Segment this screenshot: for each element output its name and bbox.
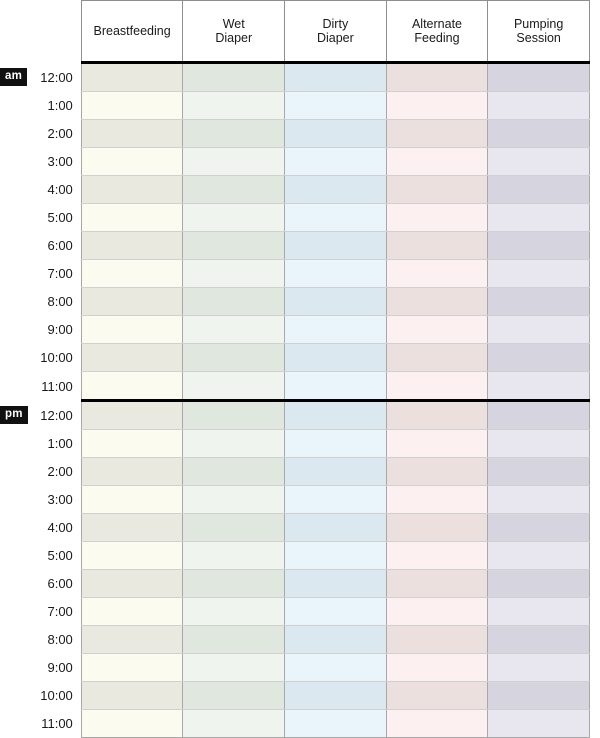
table-body bbox=[0, 63, 590, 738]
time-label: 12:00 bbox=[30, 401, 81, 430]
time-label: 5:00 bbox=[30, 204, 81, 232]
column-header-alternate-feeding-line1: Alternate bbox=[411, 16, 462, 31]
period-cell bbox=[0, 176, 30, 204]
period-cell bbox=[0, 710, 30, 738]
column-header-pumping-session-line1: Pumping bbox=[513, 16, 564, 31]
entry-cell[interactable] bbox=[285, 570, 387, 598]
entry-cell[interactable] bbox=[285, 542, 387, 570]
entry-cell[interactable] bbox=[81, 176, 183, 204]
entry-cell[interactable] bbox=[285, 486, 387, 514]
entry-cell[interactable] bbox=[386, 654, 488, 682]
entry-cell[interactable] bbox=[81, 542, 183, 570]
time-label: 3:00 bbox=[30, 486, 81, 514]
entry-cell[interactable] bbox=[81, 514, 183, 542]
entry-cell[interactable] bbox=[488, 682, 590, 710]
entry-cell[interactable] bbox=[488, 710, 590, 738]
entry-cell[interactable] bbox=[81, 232, 183, 260]
entry-cell[interactable] bbox=[285, 232, 387, 260]
entry-cell[interactable] bbox=[285, 120, 387, 148]
table-row bbox=[0, 598, 590, 626]
entry-cell[interactable] bbox=[285, 372, 387, 401]
period-cell bbox=[0, 654, 30, 682]
time-label: 5:00 bbox=[30, 542, 81, 570]
table-row bbox=[0, 514, 590, 542]
column-header-alternate-feeding bbox=[386, 1, 488, 63]
column-header-pumping-session bbox=[488, 1, 590, 63]
entry-cell[interactable] bbox=[183, 372, 285, 401]
period-cell bbox=[0, 316, 30, 344]
entry-cell[interactable] bbox=[285, 204, 387, 232]
time-label: 8:00 bbox=[30, 626, 81, 654]
table-row bbox=[0, 458, 590, 486]
entry-cell[interactable] bbox=[183, 120, 285, 148]
column-header-alternate-feeding-line2: Feeding bbox=[414, 31, 460, 45]
table-row bbox=[0, 486, 590, 514]
entry-cell[interactable] bbox=[285, 176, 387, 204]
entry-cell[interactable] bbox=[386, 176, 488, 204]
entry-cell[interactable] bbox=[285, 626, 387, 654]
entry-cell[interactable] bbox=[183, 626, 285, 654]
entry-cell[interactable] bbox=[488, 654, 590, 682]
entry-cell[interactable] bbox=[488, 542, 590, 570]
entry-cell[interactable] bbox=[81, 654, 183, 682]
time-label: 1:00 bbox=[30, 430, 81, 458]
table-row bbox=[0, 710, 590, 738]
period-cell bbox=[0, 120, 30, 148]
period-badge-am: am bbox=[0, 68, 27, 86]
entry-cell[interactable] bbox=[285, 288, 387, 316]
time-label: 6:00 bbox=[30, 570, 81, 598]
entry-cell[interactable] bbox=[386, 316, 488, 344]
period-cell bbox=[0, 514, 30, 542]
entry-cell[interactable] bbox=[81, 63, 183, 92]
entry-cell[interactable] bbox=[183, 204, 285, 232]
entry-cell[interactable] bbox=[81, 430, 183, 458]
period-cell bbox=[0, 682, 30, 710]
entry-cell[interactable] bbox=[81, 148, 183, 176]
entry-cell[interactable] bbox=[386, 148, 488, 176]
column-header-breastfeeding-label: Breastfeeding bbox=[93, 23, 171, 38]
entry-cell[interactable] bbox=[81, 401, 183, 430]
time-label: 8:00 bbox=[30, 288, 81, 316]
entry-cell[interactable] bbox=[81, 120, 183, 148]
period-cell bbox=[0, 542, 30, 570]
entry-cell[interactable] bbox=[183, 401, 285, 430]
period-cell bbox=[0, 148, 30, 176]
period-cell bbox=[0, 288, 30, 316]
column-header-pumping-session-line2: Session bbox=[516, 31, 561, 45]
entry-cell[interactable] bbox=[488, 458, 590, 486]
entry-cell[interactable] bbox=[386, 204, 488, 232]
entry-cell[interactable] bbox=[386, 232, 488, 260]
entry-cell[interactable] bbox=[488, 316, 590, 344]
entry-cell[interactable] bbox=[285, 316, 387, 344]
column-header-dirty-diaper-line2: Diaper bbox=[316, 31, 354, 45]
time-label: 4:00 bbox=[30, 514, 81, 542]
entry-cell[interactable] bbox=[386, 486, 488, 514]
time-label: 7:00 bbox=[30, 598, 81, 626]
entry-cell[interactable] bbox=[488, 570, 590, 598]
time-label: 2:00 bbox=[30, 120, 81, 148]
table-row bbox=[0, 260, 590, 288]
entry-cell[interactable] bbox=[183, 288, 285, 316]
entry-cell[interactable] bbox=[81, 204, 183, 232]
entry-cell[interactable] bbox=[81, 598, 183, 626]
entry-cell[interactable] bbox=[488, 372, 590, 401]
entry-cell[interactable] bbox=[285, 430, 387, 458]
entry-cell[interactable] bbox=[386, 430, 488, 458]
entry-cell[interactable] bbox=[488, 148, 590, 176]
entry-cell[interactable] bbox=[81, 486, 183, 514]
entry-cell[interactable] bbox=[183, 92, 285, 120]
table-row bbox=[0, 430, 590, 458]
table-row bbox=[0, 372, 590, 401]
entry-cell[interactable] bbox=[488, 176, 590, 204]
entry-cell[interactable] bbox=[285, 63, 387, 92]
period-cell bbox=[0, 344, 30, 372]
entry-cell[interactable] bbox=[183, 570, 285, 598]
entry-cell[interactable] bbox=[386, 598, 488, 626]
entry-cell[interactable] bbox=[183, 176, 285, 204]
time-label: 3:00 bbox=[30, 148, 81, 176]
entry-cell[interactable] bbox=[488, 514, 590, 542]
time-label: 10:00 bbox=[30, 682, 81, 710]
time-label: 12:00 bbox=[30, 63, 81, 92]
table-row bbox=[0, 570, 590, 598]
entry-cell[interactable] bbox=[285, 458, 387, 486]
period-cell bbox=[0, 486, 30, 514]
time-label: 4:00 bbox=[30, 176, 81, 204]
table-row bbox=[0, 288, 590, 316]
entry-cell[interactable] bbox=[285, 344, 387, 372]
table-row bbox=[0, 204, 590, 232]
entry-cell[interactable] bbox=[386, 260, 488, 288]
period-cell bbox=[0, 260, 30, 288]
entry-cell[interactable] bbox=[285, 401, 387, 430]
entry-cell[interactable] bbox=[81, 626, 183, 654]
entry-cell[interactable] bbox=[488, 120, 590, 148]
entry-cell[interactable] bbox=[386, 710, 488, 738]
entry-cell[interactable] bbox=[386, 344, 488, 372]
period-cell bbox=[0, 626, 30, 654]
entry-cell[interactable] bbox=[285, 598, 387, 626]
entry-cell[interactable] bbox=[183, 682, 285, 710]
period-cell bbox=[0, 372, 30, 401]
entry-cell[interactable] bbox=[285, 92, 387, 120]
time-label: 6:00 bbox=[30, 232, 81, 260]
entry-cell[interactable] bbox=[81, 372, 183, 401]
entry-cell[interactable] bbox=[386, 514, 488, 542]
column-header-dirty-diaper bbox=[285, 1, 387, 63]
entry-cell[interactable] bbox=[183, 344, 285, 372]
entry-cell[interactable] bbox=[285, 654, 387, 682]
entry-cell[interactable] bbox=[488, 232, 590, 260]
entry-cell[interactable] bbox=[183, 430, 285, 458]
entry-cell[interactable] bbox=[488, 486, 590, 514]
table-row bbox=[0, 682, 590, 710]
entry-cell[interactable] bbox=[81, 316, 183, 344]
table-row bbox=[0, 316, 590, 344]
period-cell bbox=[0, 458, 30, 486]
period-cell bbox=[0, 598, 30, 626]
header-ampm-spacer bbox=[0, 1, 30, 63]
entry-cell[interactable] bbox=[386, 570, 488, 598]
entry-cell[interactable] bbox=[81, 682, 183, 710]
entry-cell[interactable] bbox=[81, 570, 183, 598]
entry-cell[interactable] bbox=[386, 120, 488, 148]
header-row bbox=[0, 1, 590, 63]
entry-cell[interactable] bbox=[488, 401, 590, 430]
entry-cell[interactable] bbox=[488, 63, 590, 92]
table-row bbox=[0, 92, 590, 120]
column-header-wet-diaper-line2: Diaper bbox=[215, 31, 253, 45]
entry-cell[interactable] bbox=[488, 430, 590, 458]
table-row bbox=[0, 148, 590, 176]
entry-cell[interactable] bbox=[183, 458, 285, 486]
entry-cell[interactable] bbox=[488, 626, 590, 654]
entry-cell[interactable] bbox=[81, 344, 183, 372]
column-header-breastfeeding bbox=[81, 1, 183, 63]
entry-cell[interactable] bbox=[285, 260, 387, 288]
time-label: 1:00 bbox=[30, 92, 81, 120]
column-header-wet-diaper bbox=[183, 1, 285, 63]
time-label: 7:00 bbox=[30, 260, 81, 288]
entry-cell[interactable] bbox=[183, 232, 285, 260]
entry-cell[interactable] bbox=[488, 288, 590, 316]
period-cell bbox=[0, 401, 30, 430]
header-time-spacer bbox=[30, 1, 81, 63]
entry-cell[interactable] bbox=[285, 514, 387, 542]
entry-cell[interactable] bbox=[488, 204, 590, 232]
time-label: 11:00 bbox=[30, 710, 81, 738]
table-row bbox=[0, 176, 590, 204]
entry-cell[interactable] bbox=[81, 260, 183, 288]
entry-cell[interactable] bbox=[386, 682, 488, 710]
entry-cell[interactable] bbox=[386, 288, 488, 316]
time-label: 9:00 bbox=[30, 316, 81, 344]
entry-cell[interactable] bbox=[183, 710, 285, 738]
entry-cell[interactable] bbox=[81, 458, 183, 486]
period-cell bbox=[0, 430, 30, 458]
entry-cell[interactable] bbox=[183, 63, 285, 92]
entry-cell[interactable] bbox=[183, 148, 285, 176]
table-row bbox=[0, 63, 590, 92]
entry-cell[interactable] bbox=[183, 260, 285, 288]
entry-cell[interactable] bbox=[183, 654, 285, 682]
period-cell bbox=[0, 232, 30, 260]
table-row bbox=[0, 626, 590, 654]
entry-cell[interactable] bbox=[386, 626, 488, 654]
time-label: 2:00 bbox=[30, 458, 81, 486]
time-label: 10:00 bbox=[30, 344, 81, 372]
entry-cell[interactable] bbox=[285, 148, 387, 176]
entry-cell[interactable] bbox=[488, 598, 590, 626]
period-cell bbox=[0, 570, 30, 598]
table-row bbox=[0, 654, 590, 682]
entry-cell[interactable] bbox=[488, 344, 590, 372]
entry-cell[interactable] bbox=[81, 710, 183, 738]
entry-cell[interactable] bbox=[183, 542, 285, 570]
entry-cell[interactable] bbox=[183, 514, 285, 542]
entry-cell[interactable] bbox=[488, 92, 590, 120]
entry-cell[interactable] bbox=[488, 260, 590, 288]
table-header bbox=[0, 1, 590, 63]
time-label: 9:00 bbox=[30, 654, 81, 682]
entry-cell[interactable] bbox=[183, 316, 285, 344]
entry-cell[interactable] bbox=[81, 288, 183, 316]
entry-cell[interactable] bbox=[386, 372, 488, 401]
table-row bbox=[0, 232, 590, 260]
entry-cell[interactable] bbox=[285, 710, 387, 738]
time-label: 11:00 bbox=[30, 372, 81, 401]
entry-cell[interactable] bbox=[183, 486, 285, 514]
period-cell bbox=[0, 63, 30, 92]
table-row bbox=[0, 401, 590, 430]
entry-cell[interactable] bbox=[386, 458, 488, 486]
column-header-wet-diaper-line1: Wet bbox=[222, 16, 245, 31]
table-row bbox=[0, 344, 590, 372]
column-header-dirty-diaper-line1: Dirty bbox=[322, 16, 349, 31]
entry-cell[interactable] bbox=[386, 92, 488, 120]
period-cell bbox=[0, 204, 30, 232]
entry-cell[interactable] bbox=[386, 542, 488, 570]
entry-cell[interactable] bbox=[386, 401, 488, 430]
period-badge-pm: pm bbox=[0, 406, 28, 424]
entry-cell[interactable] bbox=[183, 598, 285, 626]
entry-cell[interactable] bbox=[81, 92, 183, 120]
table-row bbox=[0, 120, 590, 148]
period-cell bbox=[0, 92, 30, 120]
entry-cell[interactable] bbox=[386, 63, 488, 92]
entry-cell[interactable] bbox=[285, 682, 387, 710]
table-row bbox=[0, 542, 590, 570]
